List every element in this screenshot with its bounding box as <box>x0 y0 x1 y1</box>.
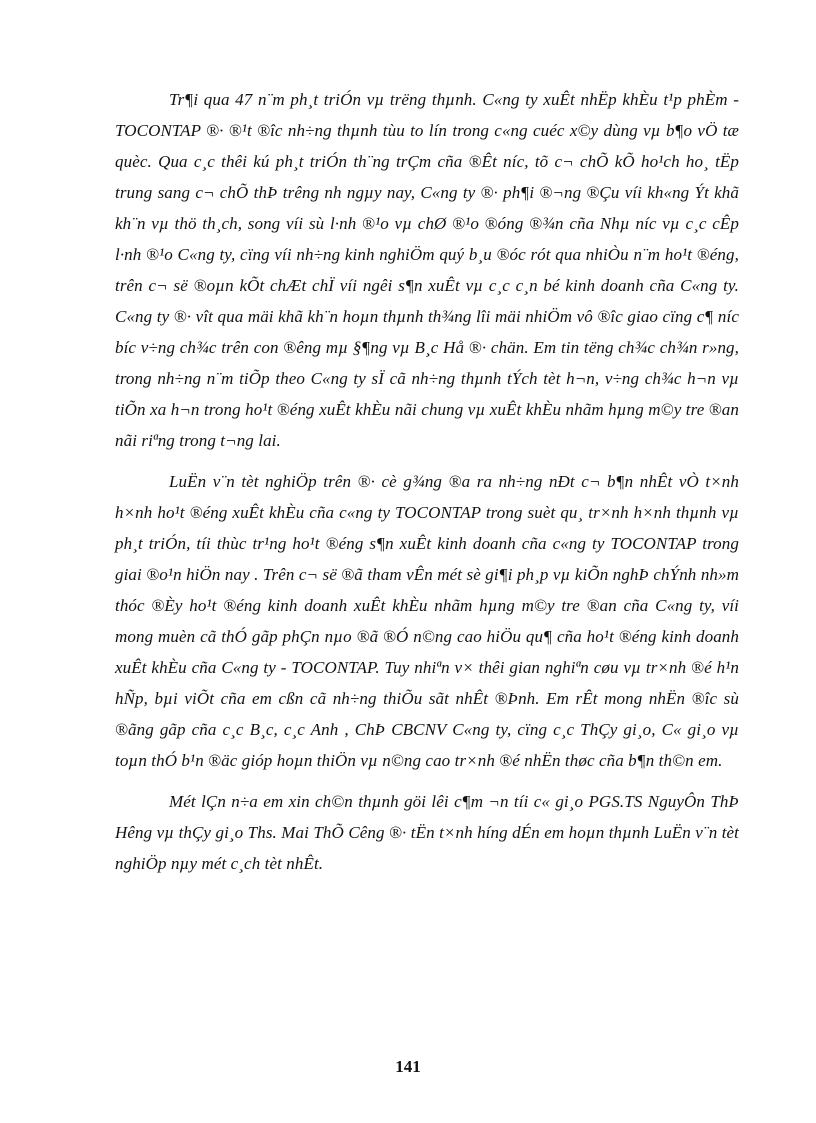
body-text <box>115 84 739 879</box>
paragraph-conclusion-thesis: LuËn v¨n tèt nghiÖp trên ®· cè g¾ng ®a ra nh÷ng nÐt c¬ b¶n nhÊt vÒ t×nh h×nh ho¹t ®éng xuÊt khÈu cña c«ng ty TOCONTAP trong suèt qu¸ tr×nh h×nh thµnh vµ ph¸t triÓn, tíi thùc tr¹ng ho¹t ®éng s¶n xuÊt kinh doanh cña c«ng ty TOCONTAP trong giai ®o¹n hiÖn nay . Trên c¬ së ®ã tham vÊn mét sè gi¶i ph¸p vµ kiÕn nghÞ chÝnh nh»m thóc ®Èy ho¹t ®éng kinh doanh xuÊt khÈu nhãm hµng m©y tre ®an cña C«ng ty, víi mong muèn cã thÓ gãp phÇn nµo ®ã ®Ó n©ng cao hiÖu qu¶ cña ho¹t ®éng kinh doanh xuÊt khÈu cña C«ng ty - TOCONTAP. Tuy nhiªn v× thêi gian nghiªn cøu vµ tr×nh ®é h¹n hÑp, bµi viÕt cña em cßn cã nh÷ng thiÕu sãt nhÊt ®Þnh. Em rÊt mong nhËn ®îc sù ®ãng gãp cña c¸c B¸c, c¸c Anh , ChÞ CBCNV C«ng ty, cïng c¸c ThÇy gi¸o, C« gi¸o vµ toµn thÓ b¹n ®äc gióp hoµn thiÖn vµ n©ng cao tr×nh ®é nhËn thøc cña b¶n th©n em. <box>115 472 739 770</box>
paragraph-acknowledgement: Mét lÇn n÷a em xin ch©n thµnh göi lêi c¶m ¬n tíi c« gi¸o PGS.TS NguyÔn ThÞ Hêng vµ thÇy gi¸o Ths. Mai ThÕ Cêng ®· tËn t×nh híng dÉn em hoµn thµnh LuËn v¨n tèt nghiÖp nµy mét c¸ch tèt nhÊt. <box>115 792 739 873</box>
page-number: 141 <box>395 1057 421 1076</box>
paragraph-conclusion-company: Tr¶i qua 47 n¨m ph¸t triÓn vµ trëng thµnh. C«ng ty xuÊt nhËp khÈu t¹p phÈm - TOCONTAP ®· ®¹t ®îc nh÷ng thµnh tùu to lín trong c«ng cuéc x©y dùng vµ b¶o vÖ tæ quèc. Qua c¸c thêi kú ph¸t triÓn th¨ng trÇm cña ®Êt níc, tõ c¬ chÕ kÕ ho¹ch ho¸ tËp trung sang c¬ chÕ thÞ trêng nh ngµy nay, C«ng ty ®· ph¶i ®¬ng ®Çu víi kh«ng Ýt khã kh¨n vµ thö th¸ch, song víi sù l·nh ®¹o vµ chØ ®¹o ®óng ®¾n cña Nhµ níc vµ c¸c cÊp l·nh ®¹o C«ng ty, cïng víi nh÷ng kinh nghiÖm quý b¸u ®óc rót qua nhiÒu n¨m ho¹t ®éng, trên c¬ së ®oµn kÕt chÆt chÏ víi ngêi s¶n xuÊt vµ c¸c c¸n bé kinh doanh cña C«ng ty. C«ng ty ®· vît qua mäi khã kh¨n hoµn thµnh th¾ng lîi mäi nhiÖm vô ®îc giao cïng c¶ níc bíc v÷ng ch¾c trên con ®êng mµ §¶ng vµ B¸c Hå ®· chän. Em tin tëng ch¾c ch¾n r»ng, trong nh÷ng n¨m tiÕp theo C«ng ty sÏ cã nh÷ng thµnh tÝch tèt h¬n, v÷ng ch¾c h¬n vµ tiÕn xa h¬n trong ho¹t ®éng xuÊt khÈu nãi chung vµ xuÊt khÈu nhãm hµng m©y tre ®an nãi riªng trong t¬ng lai. <box>115 90 739 450</box>
